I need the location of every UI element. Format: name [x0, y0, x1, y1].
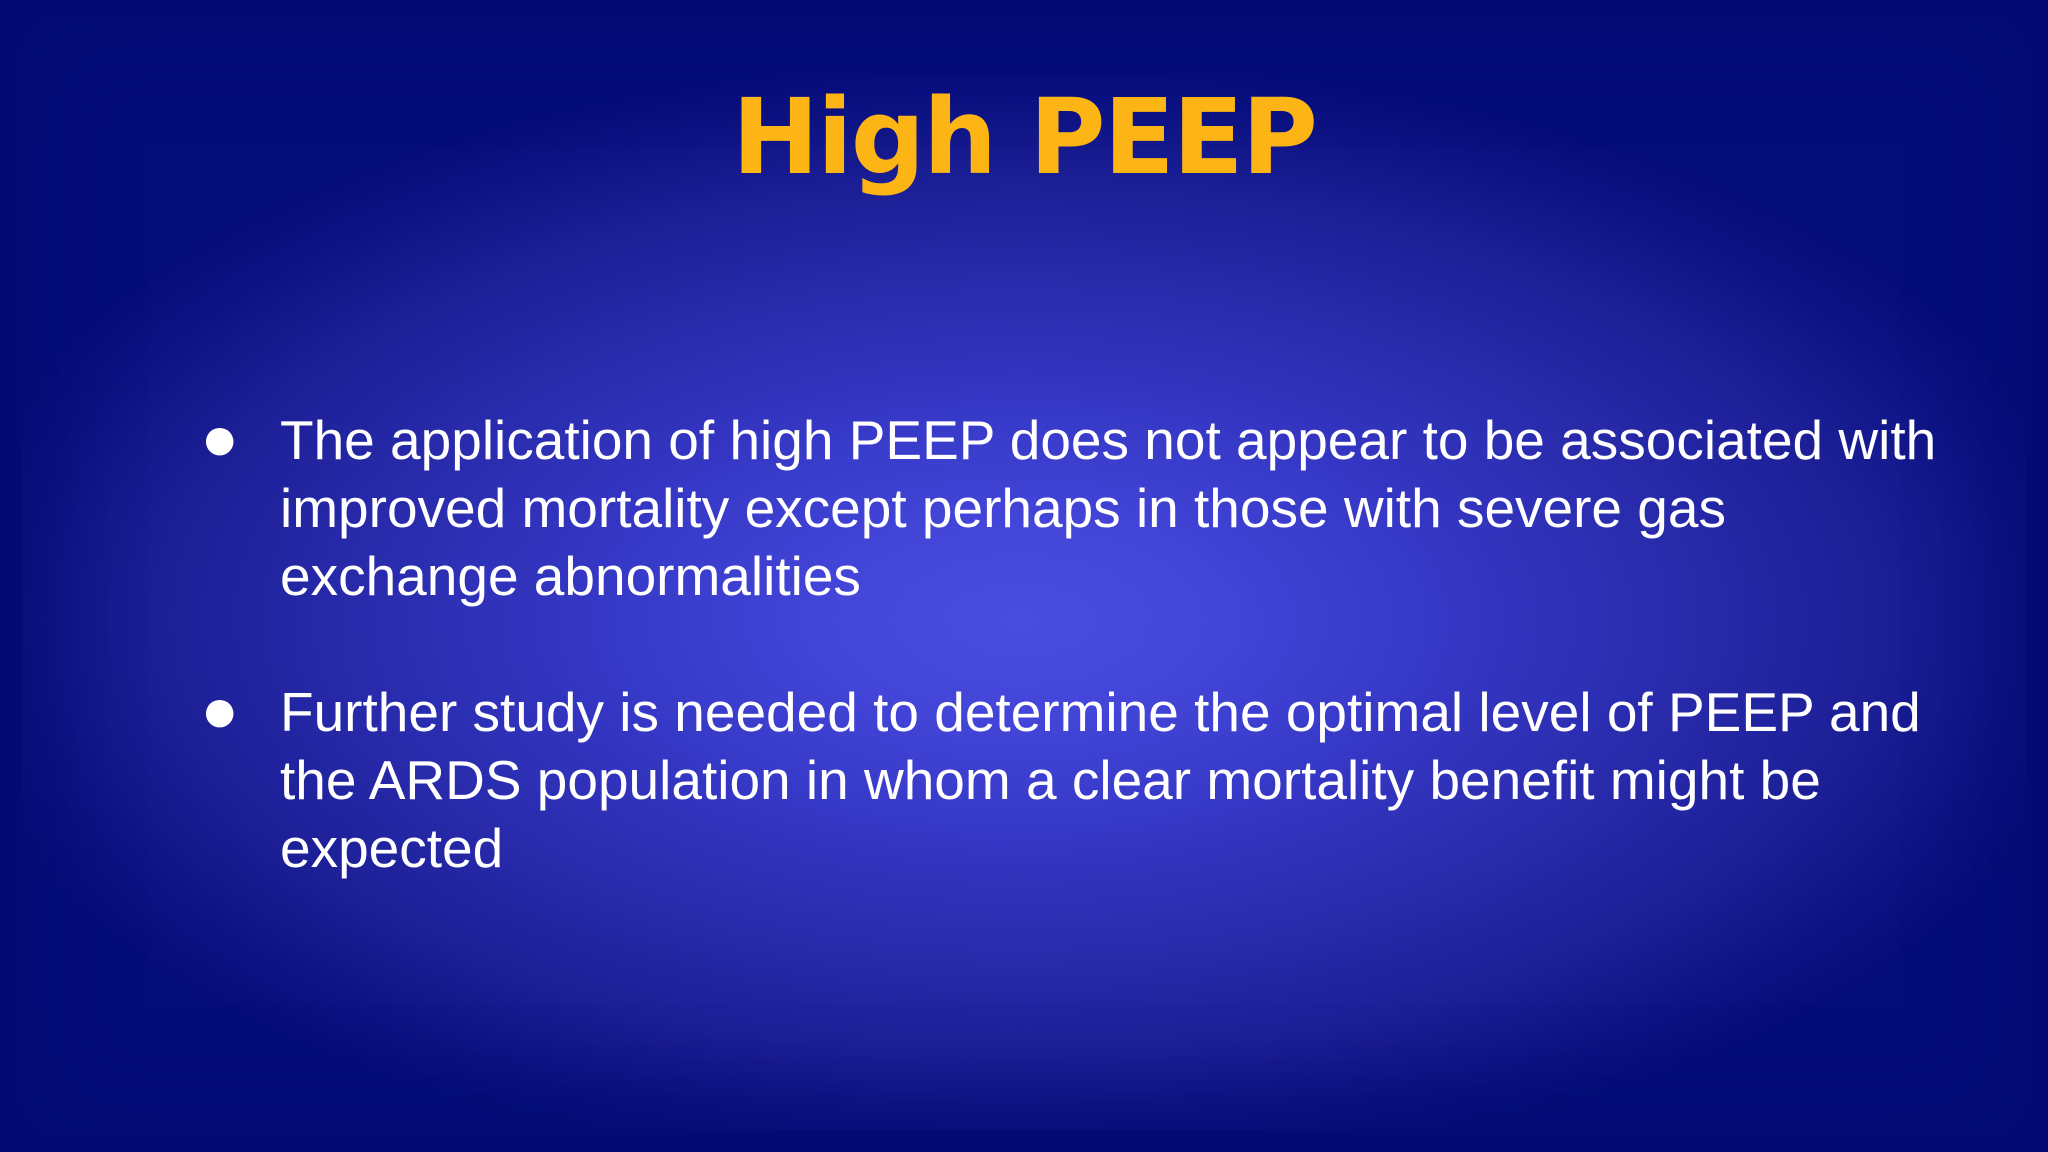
bullet-item: [200, 406, 1940, 610]
slide-title: High PEEP: [732, 76, 1316, 198]
bullet-text: Further study is needed to determine the optimal level of PEEP and the ARDS population in whom a clear mortality benefit might be expected: [280, 681, 1921, 879]
bullet-dot-icon: ●: [204, 691, 236, 732]
bullet-list: [200, 406, 1940, 950]
bullet-dot-icon: ●: [204, 419, 236, 460]
bullet-text: The application of high PEEP does not appear to be associated with improved mortality except perhaps in those with severe gas exchange abnormalities: [280, 409, 1937, 607]
bullet-item: [200, 678, 1940, 882]
